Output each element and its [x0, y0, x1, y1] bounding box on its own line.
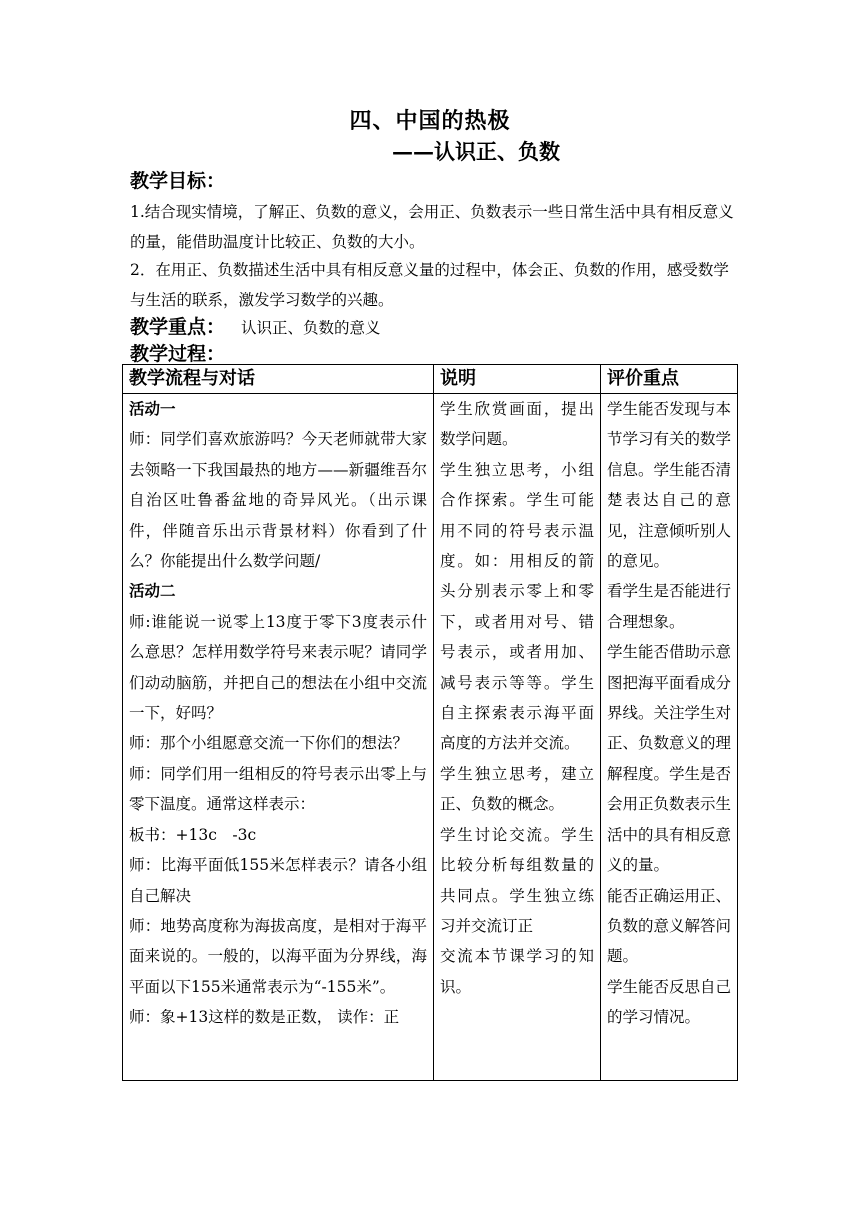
flow-paragraph: 师：比海平面低155米怎样表示？请各小组自己解决	[129, 856, 427, 905]
evaluation-cell	[601, 394, 738, 1081]
page-title: 四、中国的热极	[349, 108, 511, 134]
flow-paragraph: 活动一	[129, 399, 176, 418]
notes-paragraph: 交流本节课学习的知识。	[440, 947, 594, 996]
notes-paragraph: 学生独立思考，小组合作探索。学生可能用不同的符号表示温度。如：用相反的箭头分别表示零上和零下，或者用对号、错号表示，或者用加、减号表示等等。学生自主探索表示海平面高度的方法并交流。	[440, 460, 594, 753]
table-body-row	[123, 394, 738, 1081]
notes-paragraph: 学生讨论交流。学生比较分析每组数量的共同点。学生独立练习并交流订正	[440, 825, 594, 935]
objective-item-1: 1.结合现实情境，了解正、负数的意义，会用正、负数表示一些日常生活中具有相反意义的量，能借助温度计比较正、负数的大小。	[130, 203, 734, 251]
table-header-row	[123, 365, 738, 394]
page-subtitle: ——认识正、负数	[392, 139, 560, 164]
flow-cell	[123, 394, 434, 1081]
evaluation-paragraph: 学生能否发现与本节学习有关的数学 信息。学生能否清楚表达自己的意见，注意倾听别人的意见。	[607, 400, 732, 571]
header-notes: 说明	[434, 365, 601, 394]
flow-paragraph: 师：象+13这样的数是正数， 读作：正	[129, 1008, 400, 1027]
flow-paragraph: 板书：+13c -3c	[129, 825, 257, 844]
notes-cell	[434, 394, 601, 1081]
header-evaluation: 评价重点	[601, 365, 738, 394]
notes-paragraph: 学生独立思考，建立正、负数的概念。	[440, 764, 594, 814]
evaluation-paragraph: 学生能否反思自己的学习情况。	[607, 977, 732, 1027]
objective-item-2: 2．在用正、负数描述生活中具有相反意义量的过程中，体会正、负数的作用，感受数学与生活的联系，激发学习数学的兴趣。	[130, 261, 729, 309]
flow-paragraph: 师：同学们用一组相反的符号表示出零上与零下温度。通常这样表示：	[129, 764, 427, 814]
evaluation-paragraph: 看学生是否能进行合理想象。	[607, 582, 732, 631]
flow-paragraph: 活动二	[129, 581, 176, 601]
process-heading: 教学过程：	[130, 343, 226, 365]
notes-paragraph: 学生欣赏画面，提出数学问题。	[440, 400, 594, 449]
flow-paragraph: 师：地势高度称为海拔高度，是相对于海平面来说的。一般的，以海平面为分界线，海平面以下155米通常表示为“-155米”。	[129, 916, 427, 996]
focus-line	[130, 312, 381, 339]
evaluation-paragraph: 学生能否借助示意图把海平面看成分界线。关注学生对正、负数意义的理解程度。学生是否会用正负数表示生活中的具有相反意义的量。	[607, 643, 732, 875]
flow-paragraph: 师：那个小组愿意交流一下你们的想法？	[129, 734, 409, 753]
focus-text: 认识正、负数的意义	[241, 319, 381, 337]
flow-paragraph: 师:谁能说一说零上13度于零下3度表示什么意思？怎样用数学符号来表示呢？请同学们动动脑筋，并把自己的想法在小组中交流一下，好吗？	[129, 612, 427, 723]
focus-heading: 教学重点：	[130, 316, 226, 338]
process-table	[122, 364, 738, 1081]
header-flow: 教学流程与对话	[123, 365, 434, 394]
objectives-heading: 教学目标：	[130, 170, 226, 192]
evaluation-paragraph: 能否正确运用正、负数的意义解答问题。	[607, 886, 732, 966]
flow-paragraph: 师：同学们喜欢旅游吗？今天老师就带大家去领略一下我国最热的地方——新疆维吾尔自治区吐鲁番盆地的奇异风光。（出示课件，伴随音乐出示背景材料）你看到了什么？你能提出什么数学问题/	[129, 430, 427, 571]
